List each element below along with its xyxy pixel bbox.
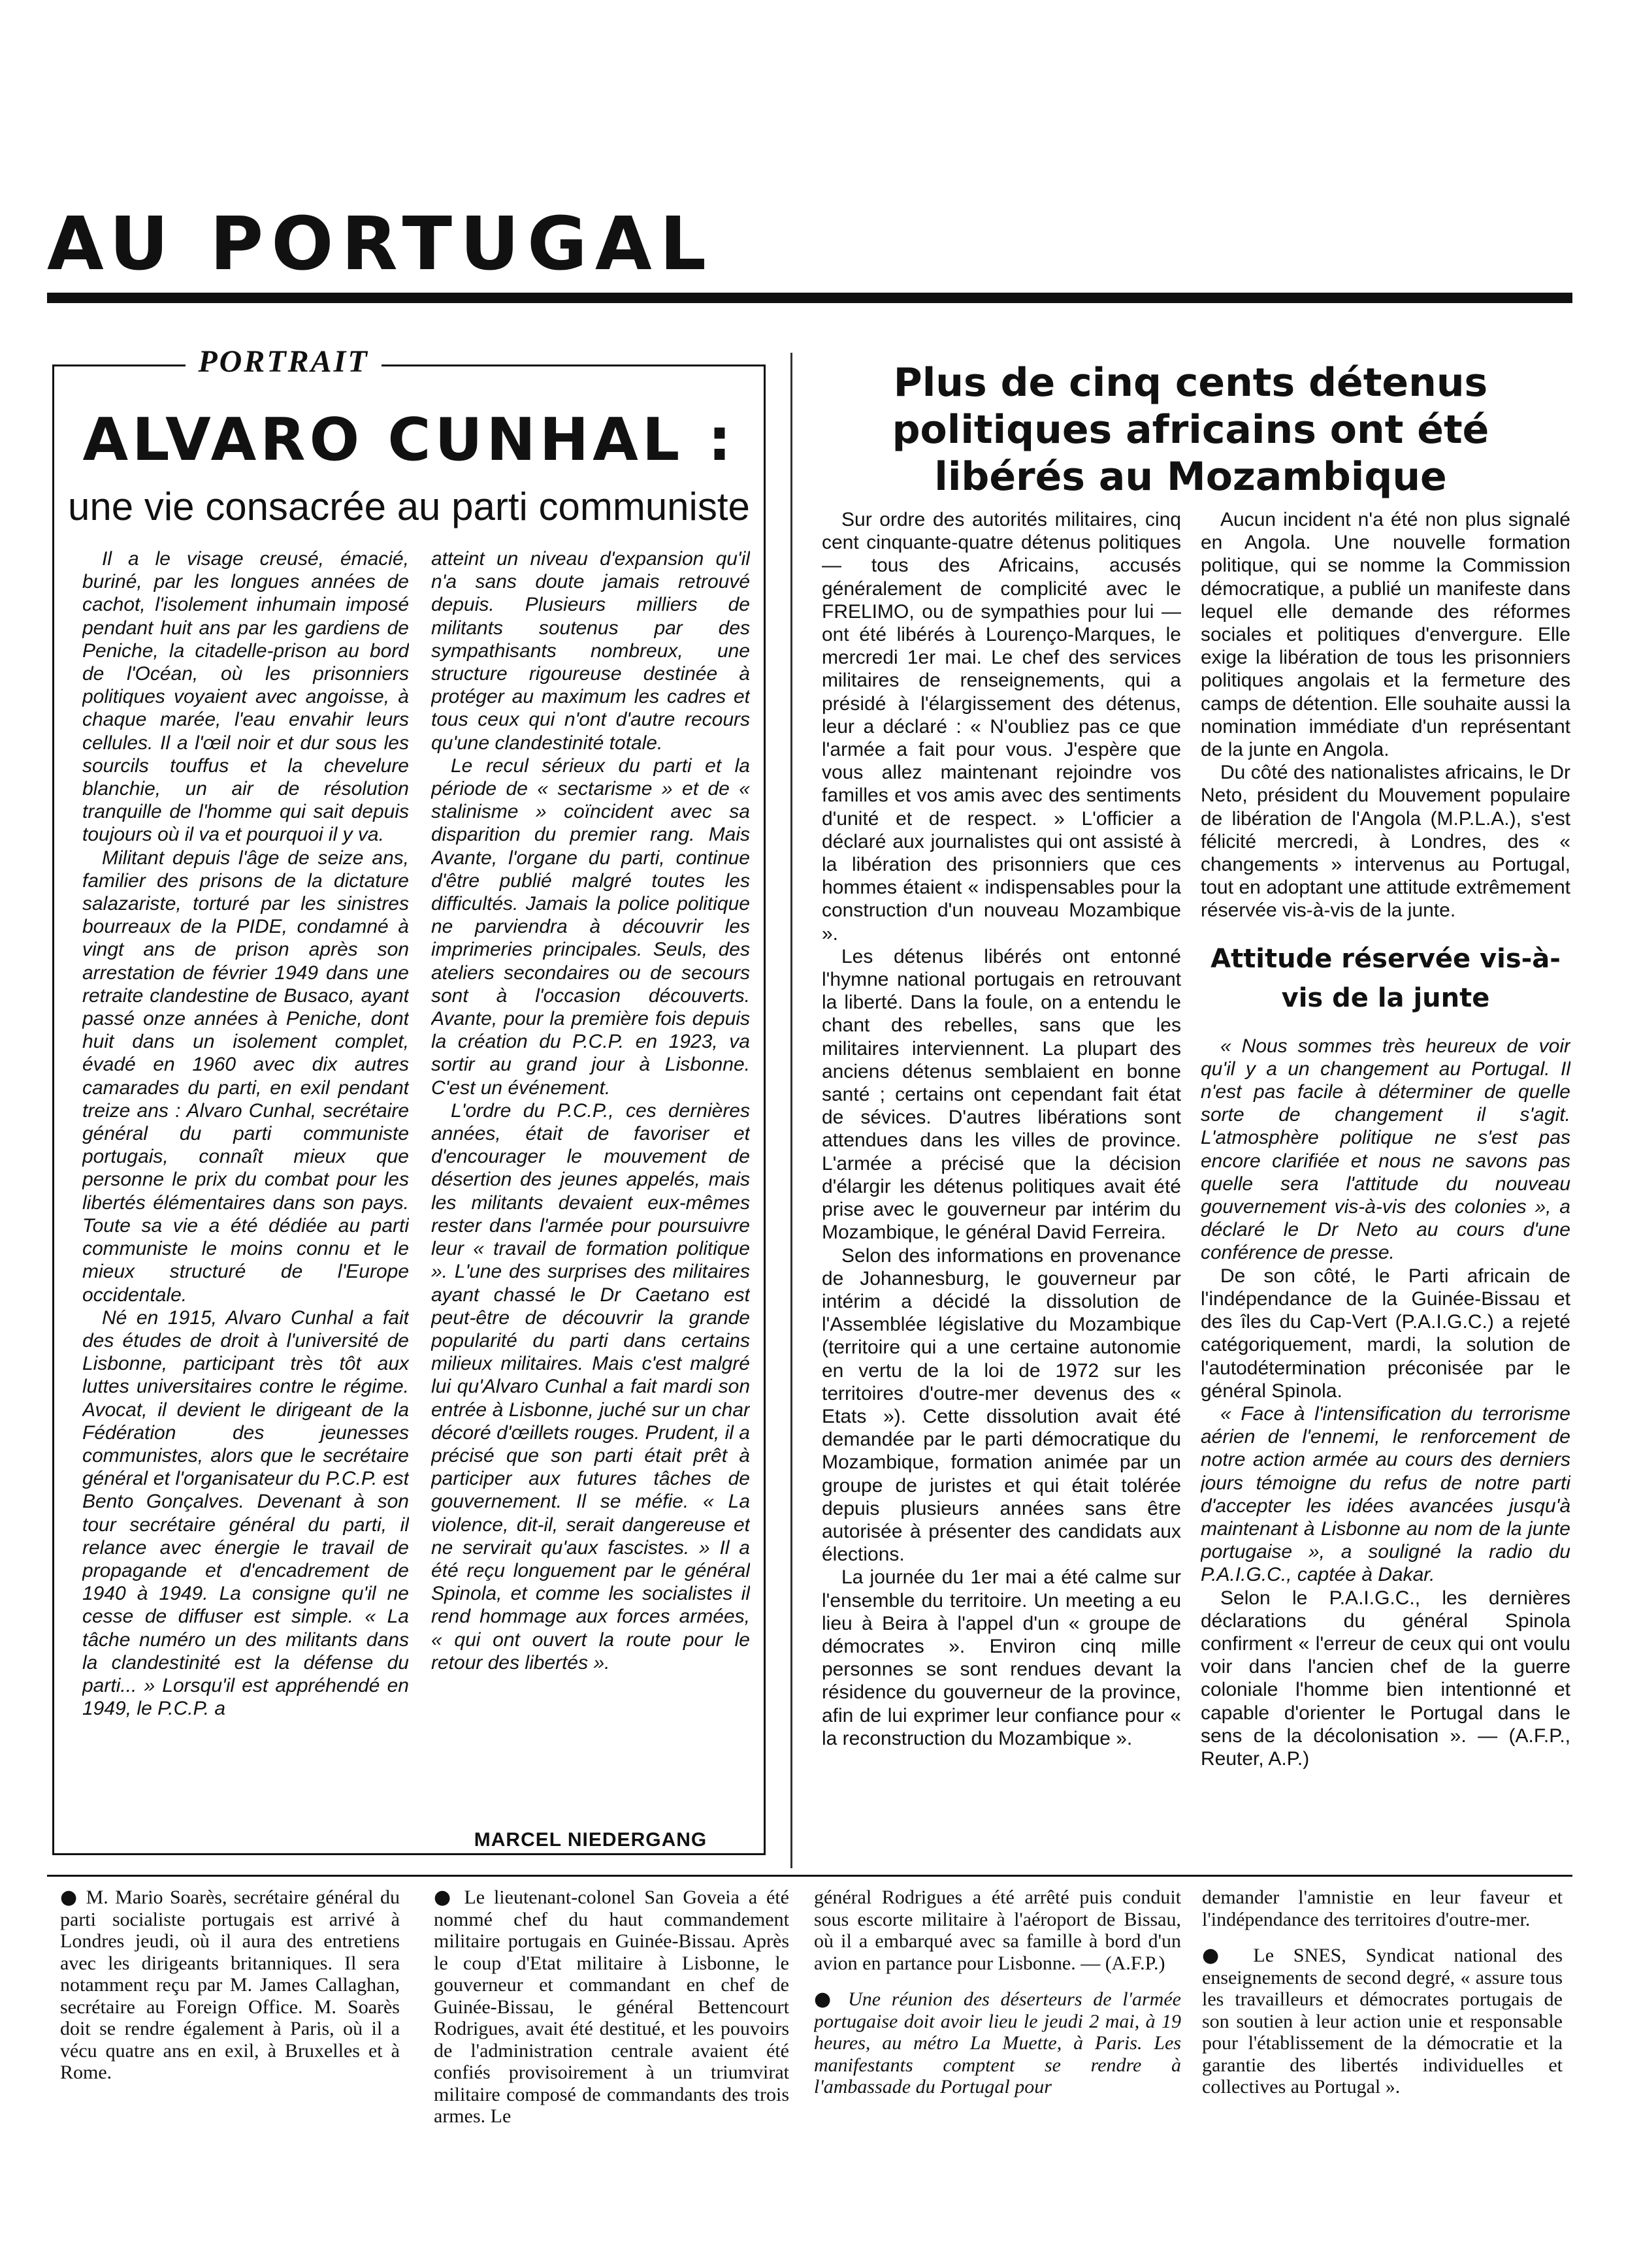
brief-text: M. Mario Soarès, secrétaire général du parti socialiste portugais est arrivé à Londres jeudi, où il aura des entretiens avec les dirigeants britanniques. Il sera notamment reçu par M. James Callaghan, secrétaire au Foreign Office. M. Soarès doit se rendre également à Paris, où il a vécu quatre ans en exil, à Bruxelles et à Rome. xyxy=(60,1887,400,2083)
brief-text: Le SNES, Syndicat national des enseignements de second degré, « assure tous les travailleurs et démocrates portugais de son soutien à leur action unie et responsable pour l'établissement de la démocratie et la garantie des libertés individuelles et collectives au Portugal ». xyxy=(1202,1945,1563,2098)
paragraph: atteint un niveau d'expansion qu'il n'a sans doute jamais retrouvé depuis. Plusieurs milliers de militants soutenus par des sympathisants nombreux, une structure rigoureuse destinée à protéger au maximum les cadres et tous ceux qui n'ont d'autre recours qu'une clandestinité totale. xyxy=(431,548,750,754)
paragraph: Sur ordre des autorités militaires, cinq cent cinquante-quatre détenus politiques — tous des Africains, accusés généralement de complicité avec le FRELIMO, ou de sympathies pour lui — ont été libérés à Lourenço-Marques, le mercredi 1er mai. Le chef des services militaires de renseignements, qui a présidé à l'élargissement des détenus, leur a déclaré : « N'oubliez pas ce que l'armée a fait pour vous. J'espère que vous allez maintenant rejoindre vos familles et vos amis avec des sentiments d'unité et de respect. » L'officier a déclaré aux journalistes qui ont assisté à la libération des prisonniers que ces hommes étaient « indispensables pour la construction d'un nouveau Mozambique ». xyxy=(822,509,1181,945)
brief-column-4 xyxy=(1202,1887,1563,2252)
bullet-icon: ● xyxy=(814,1988,837,2011)
byline: MARCEL NIEDERGANG xyxy=(474,1829,707,1851)
bullet-icon: ● xyxy=(434,1887,455,1909)
portrait-title: ALVARO CUNHAL : xyxy=(82,406,736,474)
paragraph: Aucun incident n'a été non plus signalé en Angola. Une nouvelle formation politique, qui se nomme la Commission démocratique, a publié un manifeste dans lequel elle demande des réformes sociales et politiques d'envergure. Elle exige la libération de tous les prisonniers politiques angolais et la fermeture des camps de détention. Elle souhaite aussi la nomination immédiate d'un représentant de la junte en Angola. xyxy=(1201,509,1570,761)
brief-item xyxy=(814,1988,1181,2098)
paragraph: Il a le visage creusé, émacié, buriné, par les longues années de cachot, l'isolement inhumain imposé pendant huit ans par les gardiens de Peniche, la citadelle-prison au bord de l'Océan, où les prisonniers politiques voyaient avec angoisse, à chaque marée, l'eau envahir leurs cellules. Il a l'œil noir et dur sous les sourcils touffus et la chevelure blanchie, un air de résolution tranquille de l'homme qui sait depuis toujours où il va et pourquoi il y va. xyxy=(82,548,409,846)
paragraph: Selon des informations en provenance de Johannesburg, le gouverneur par intérim a décidé la dissolution de l'Assemblée législative du Mozambique (territoire qui a une certaine autonomie en vertu de la loi de 1972 sur les territoires d'outre-mer devenus des « Etats »). Cette dissolution avait été demandée par le parti démocratique du Mozambique, formation animée par un groupe de juristes et qui était tolérée depuis plusieurs années sans être autorisée à présenter des candidats aux élections. xyxy=(822,1244,1181,1566)
portrait-column-2 xyxy=(431,547,750,1841)
brief-column-3 xyxy=(814,1887,1181,2252)
paragraph: La journée du 1er mai a été calme sur l'ensemble du territoire. Un meeting a eu lieu à Beira à l'appel d'un « groupe de démocrates ». Environ cinq mille personnes se sont rendues devant la résidence du gouverneur de la province, afin de lui exprimer leur confiance pour « la reconstruction du Mozambique ». xyxy=(822,1566,1181,1749)
portrait-kicker: PORTRAIT xyxy=(186,343,382,381)
main-article-column-1 xyxy=(822,508,1181,1863)
brief-item xyxy=(814,1887,1181,1974)
paragraph: Militant depuis l'âge de seize ans, familier des prisons de la dictature salazariste, torturé par les sinistres bourreaux de la PIDE, condamné à vingt ans de prison après son arrestation de février 1949 dans une retraite clandestine de Busaco, ayant passé onze années à Peniche, dont huit dans un isolement complet, évadé en 1960 avec dix autres camarades du parti, en exil pendant treize ans : Alvaro Cunhal, secrétaire général du parti communiste portugais, connaît mieux que personne le prix du combat pour les libertés élémentaires dans son pays. Toute sa vie a été dédiée au parti communiste le moins connu et le mieux structuré de l'Europe occidentale. xyxy=(82,847,409,1306)
brief-text: Une réunion des déserteurs de l'armée portugaise doit avoir lieu le jeudi 2 mai, à 19 heures, au métro La Muette, à Paris. Les manifestants comptent se rendre à l'ambassade du Portugal pour xyxy=(814,1988,1181,2098)
bullet-icon: ● xyxy=(1202,1944,1234,1967)
paragraph: « Face à l'intensification du terrorisme aérien de l'ennemi, le renforcement de notre action armée au cours des derniers jours témoigne du refus de notre parti d'accepter les idées avancées jusqu'à maintenant à Lisbonne au nom de la junte portugaise », a souligné la radio du P.A.I.G.C., captée à Dakar. xyxy=(1201,1402,1570,1586)
paragraph: De son côté, le Parti africain de l'indépendance de la Guinée-Bissau et des îles du Cap-Vert (P.A.I.G.C.) a rejeté catégoriquement, mardi, la solution de l'autodétermination préconisée par le général Spinola. xyxy=(1201,1265,1570,1402)
bullet-icon: ● xyxy=(60,1887,80,1909)
paragraph: Selon le P.A.I.G.C., les dernières déclarations du général Spinola confirment « l'erreur de ceux qui ont voulu voir dans l'ancien chef de la guerre coloniale l'homme bien intentionné et capable d'orienter le Portugal dans le sens de la décolonisation ». — (A.F.P., Reuter, A.P.) xyxy=(1201,1587,1570,1770)
brief-item xyxy=(1202,1945,1563,2098)
main-article-title: Plus de cinq cents détenus politiques africains ont été libérés au Mozambique xyxy=(892,360,1489,500)
paragraph: L'ordre du P.C.P., ces dernières années, était de favoriser et d'encourager le mouvement de désertion des jeunes appelés, mais les militants devaient eux-mêmes rester dans l'armée pour poursuivre leur « travail de formation politique ». L'une des surprises des militaires ayant chassé le Dr Caetano est peut-être de découvrir la grande popularité du parti dans certains milieux militaires. Mais c'est malgré lui qu'Alvaro Cunhal a fait mardi son entrée à Lisbonne, juché sur un char décoré d'œillets rouges. Prudent, il a précisé que son parti était prêt à participer aux futures tâches de gouvernement. Il se méfie. « La violence, dit-il, serait dangereuse et ne servirait qu'aux fascistes. » Il a été reçu longuement par le général Spinola, et comme les socialistes il rend hommage aux forces armées, « qui ont ouvert la route pour le retour des libertés ». xyxy=(431,1099,750,1674)
main-article-column-2 xyxy=(1201,508,1570,1863)
paragraph: Le recul sérieux du parti et la période de « sectarisme » et de « stalinisme » coïncident avec sa disparition du premier rang. Mais Avante, l'organe du parti, continue d'être publié malgré toutes les difficultés. Jamais la police politique ne parviendra à découvrir les imprimeries principales. Seuls, des ateliers secondaires ou de secours sont à l'occasion découverts. Avante, pour la première fois depuis la création du P.C.P. en 1923, va sortir au grand jour à Lisbonne. C'est un événement. xyxy=(431,754,750,1099)
brief-item xyxy=(434,1887,789,2128)
column-divider xyxy=(790,353,792,1868)
subheading: Attitude réservée vis-à-vis de la junte xyxy=(1210,943,1561,1013)
brief-text: général Rodrigues a été arrêté puis conduit sous escorte militaire à l'aéroport de Bissau, où il a embarqué avec sa famille à bord d'un avion en partance pour Lisbonne. — (A.F.P.) xyxy=(814,1887,1181,1974)
portrait-column-1 xyxy=(82,547,409,1841)
brief-item xyxy=(60,1887,400,2084)
brief-text: Le lieutenant-colonel San Goveia a été nommé chef du haut commandement militaire portugais en Guinée-Bissau. Après le coup d'Etat militaire à Lisbonne, le gouverneur et commandant en chef de Guinée-Bissau, le général Bettencourt Rodrigues, avait été destitué, et les pouvoirs de l'administration centrale avaient été confiés provisoirement à un triumvirat militaire composé de commandants des trois armes. Le xyxy=(434,1887,789,2127)
paragraph: Du côté des nationalistes africains, le Dr Neto, président du Mouvement populaire de libération de l'Angola (M.P.L.A.), s'est félicité mercredi, à Londres, des « changements » intervenus au Portugal, tout en adoptant une attitude extrêmement réservée vis-à-vis de la junte. xyxy=(1201,762,1570,922)
portrait-subtitle: une vie consacrée au parti communiste xyxy=(68,485,750,528)
brief-column-2 xyxy=(434,1887,789,2252)
headline-rule xyxy=(47,293,1572,303)
brief-item xyxy=(1202,1887,1563,1930)
brief-column-1 xyxy=(60,1887,400,2252)
paragraph: Les détenus libérés ont entonné l'hymne national portugais en retrouvant la liberté. Dans la foule, on a entendu le chant des rebelles, sans que les militaires interviennent. La plupart des anciens détenus semblaient en bonne santé ; certains ont cependant fait état de sévices. D'autres libérations sont attendues dans les villes de province. L'armée a précisé que la décision d'élargir les détenus politiques avait été prise avec le gouverneur par intérim du Mozambique, le général David Ferreira. xyxy=(822,945,1181,1244)
paragraph: « Nous sommes très heureux de voir qu'il y a un changement au Portugal. Il n'est pas facile à déterminer de quelle sorte de changement il s'agit. L'atmosphère politique ne s'est pas encore clarifiée et nous ne savons pas quelle sera l'attitude du nouveau gouvernement vis-à-vis des colonies », a déclaré le Dr Neto au cours d'une conférence de presse. xyxy=(1201,1035,1570,1264)
briefs-rule xyxy=(47,1875,1572,1877)
brief-text: demander l'amnistie en leur faveur et l'indépendance des territoires d'outre-mer. xyxy=(1202,1887,1563,1930)
paragraph: Né en 1915, Alvaro Cunhal a fait des études de droit à l'université de Lisbonne, participant très tôt aux luttes universitaires contre le régime. Avocat, il devient le dirigeant de la Fédération des jeunesses communistes, alors que le secrétaire général et l'organisateur du P.C.P. est Bento Gonçalves. Devenant à son tour secrétaire général du parti, il relance avec énergie le travail de propagande et d'encadrement de 1940 à 1949. La consigne qu'il ne cesse de diffuser est simple. « La tâche numéro un des militants dans la clandestinité est la défense du parti... » Lorsqu'il est appréhendé en 1949, le P.C.P. a xyxy=(82,1306,409,1720)
page-headline: AU PORTUGAL xyxy=(47,202,714,287)
